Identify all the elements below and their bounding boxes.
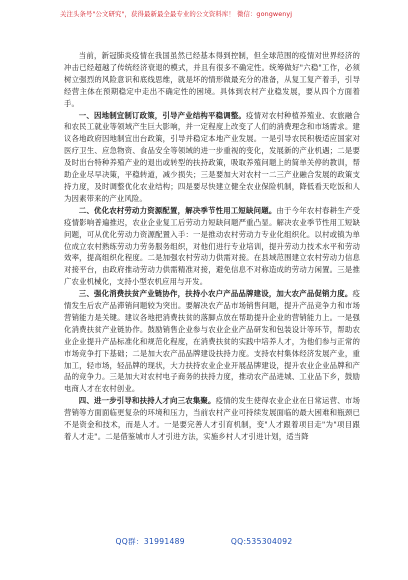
header-banner: 关注头条号"公文研究"，获得最新最全最专业的公文资料库！ 微信：gongwenyj xyxy=(60,10,293,18)
section-2-heading: 二、优化农村劳动力资源配置，解决季节性用工短缺问题。 xyxy=(78,205,277,215)
section-1-text: 疫情对农村种植养殖业、农旅融合和农民工就业等领域产生巨大影响，并一定程度上改变了人们的消费理念和市场需求。建议各地政府因地制宜出台政策，引导并稳定本地产业发展。一是引导农民积极适应国家对医疗卫生、应急物资、食品安全等领域的进一步重视的变化，发展新的产业机遇；二是要及时出台特种养殖产业的退出或转型的扶持政策，吸取养殖问题上的简单关停的教训，帮助企业尽早决策，平稳转道，减少损失；三是要加大对农村一二三产业融合发展的政策支持力度，及时调整优化农业结构；四是要尽快建立健全农业保险机制，降低看天吃饭和人为因素带来的产业风险。 xyxy=(64,110,360,203)
section-2-paragraph xyxy=(64,205,360,288)
document-body xyxy=(64,50,360,520)
qq-group-text: QQ群：31991489 xyxy=(115,537,185,546)
footer-contacts xyxy=(0,536,408,547)
section-1-heading: 一、因地制宜制订政策，引导产业结构平稳调整。 xyxy=(78,110,247,120)
section-2-text: 由于今年农村春耕生产受疫情影响普遍推迟，农业企业复工后劳动力短缺问题严重凸显。解决农业季节性用工短缺问题，可从优化劳动力资源配置入手：一是推动农村劳动力专业化组织化。以村或镇为单位成立农村熟练劳动力劳务服务组织，对他们进行专业培训，提升劳动力技术水平和劳动效率，提高组织化程度。二是加强农村劳动力供需对接。在县域范围建立农村劳动力信息对接平台，由政府推动劳动力供需精准对接，避免信息不对称造成的劳动力闲置。三是推广农业机械化，支持小型农机应用与开发。 xyxy=(64,205,360,287)
section-4-paragraph xyxy=(64,395,360,443)
intro-paragraph xyxy=(64,50,360,110)
section-3-text: 疫情发生后农产品滞销问题较为突出。要解决农产品市场销售问题，提升产品竞争力和市场营销能力是关键。建议各地把消费扶贫的落脚点放在帮助提升企业的营销能力上。一是强化消费扶贫产业链协作。鼓励销售企业参与农业企业产品研发和包装设计等环节，帮助农业企业提升产品标准化和规范化程度，在消费扶贫的实践中培养人才，为他们参与正常的市场竞争打下基础；二是加大农产品品牌建设扶持力度。支持农村集体经济发展产业，重加工，轻市场，轻品牌的现状，大力扶持农业企业开展品牌建设，提升农业企业品牌和产品的竞争力。三是加大对农村电子商务的扶持力度，推动农产品进城、工业品下乡，鼓励电商人才在农村创业。 xyxy=(64,289,360,394)
section-4-heading: 四、进一步引导和扶持人才向三农集聚。 xyxy=(78,396,216,406)
qq-contact-text: QQ:535304092 xyxy=(230,537,293,546)
section-3-paragraph xyxy=(64,288,360,395)
section-1-paragraph xyxy=(64,110,360,205)
section-3-heading: 三、强化消费扶贫产业链协作，扶持小农户产品品牌建设，加大农产品促销力度。 xyxy=(78,289,353,299)
paragraph-text: 当前，新冠肺炎疫情在我国虽然已经基本得到控制，但全球范围的疫情对世界经济的冲击已经超越了传统经济衰退的模式，并且有很多不确定性。统筹做好"六稳"工作，必须树立强烈的风险意识和底线思维，就是坏的情形做最充分的准备，从复工复产着手，引导经营主体在预期稳定中走出不确定性的困境。具体到农村产业稳发展，要从四个方面着手。 xyxy=(64,51,360,108)
section-4-text: 疫情的发生使得农业企业在日常运营、市场营销等方面面临更复杂的环境和压力，当前农村产业可持续发展面临的最大困难和瓶颈已不是资金和技术，而是人才。一是要完善人才引育机制，变"人才跟着项目走"为"项目跟着人才走"。二是借鉴城市人才引进方法，实施乡村人才引进计划，适当降 xyxy=(64,396,360,441)
